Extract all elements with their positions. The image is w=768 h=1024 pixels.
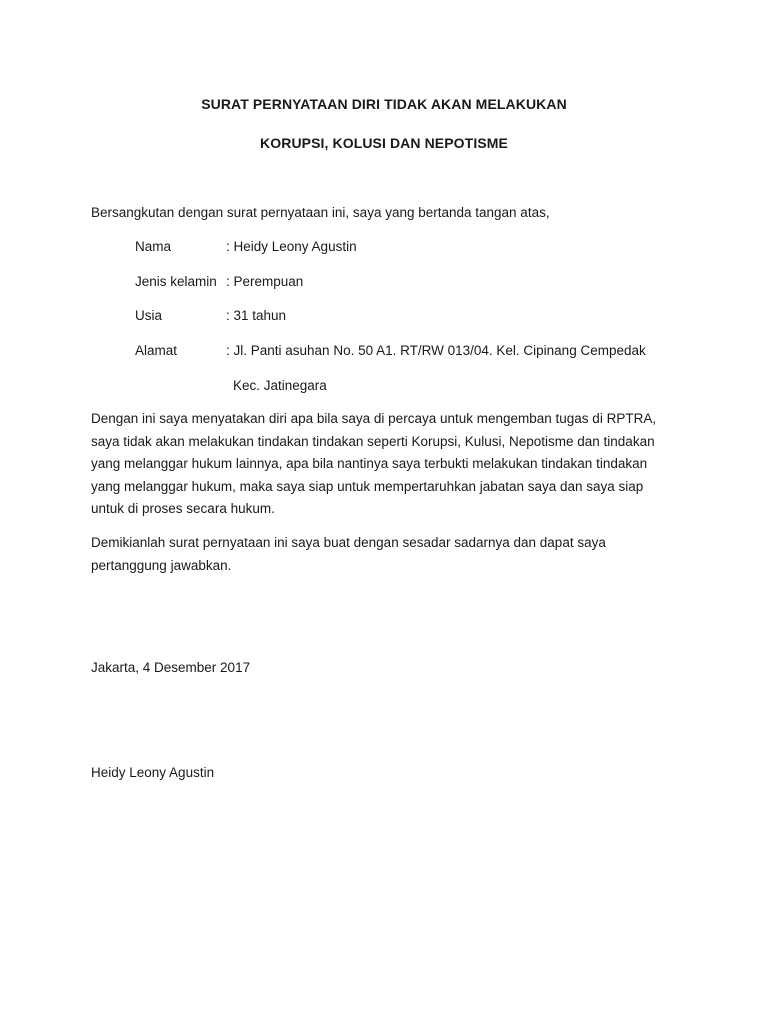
paragraph-line: pertanggung jawabkan.	[91, 557, 232, 573]
paragraph-line: Dengan ini saya menyatakan diri apa bila saya di percaya untuk mengemban tugas di RPTRA,	[91, 411, 657, 426]
address-continuation: Kec. Jatinegara	[233, 378, 327, 393]
signer-name: Heidy Leony Agustin	[91, 765, 215, 780]
place-date: Jakarta, 4 Desember 2017	[91, 660, 251, 675]
paragraph-line: untuk di proses secara hukum.	[91, 501, 275, 516]
statement-paragraph	[91, 408, 691, 521]
field-label-usia: Usia	[135, 308, 163, 323]
field-value-jenis-kelamin: : Perempuan	[226, 274, 304, 289]
field-value-alamat: : Jl. Panti asuhan No. 50 A1. RT/RW 013/04. Kel. Cipinang Cempedak	[226, 343, 646, 358]
document-title-line1: SURAT PERNYATAAN DIRI TIDAK AKAN MELAKUKAN	[201, 96, 567, 112]
paragraph-line: yang melanggar hukum lainnya, apa bila nantinya saya terbukti melakukan tindakan tindakan	[91, 456, 648, 471]
field-label-alamat: Alamat	[135, 343, 178, 358]
document-title-line2: KORUPSI, KOLUSI DAN NEPOTISME	[260, 135, 508, 151]
paragraph-line: Demikianlah surat pernyataan ini saya buat dengan sesadar sadarnya dan dapat saya	[91, 535, 606, 550]
field-label-jenis-kelamin: Jenis kelamin	[135, 274, 217, 289]
field-value-nama: : Heidy Leony Agustin	[226, 239, 357, 254]
paragraph-line: yang melanggar hukum, maka saya siap untuk mempertaruhkan jabatan saya dan saya siap	[91, 478, 644, 494]
closing-paragraph	[91, 532, 691, 577]
paragraph-line: saya tidak akan melakukan tindakan tindakan seperti Korupsi, Kulusi, Nepotisme dan tindakan	[91, 433, 655, 449]
field-value-usia: : 31 tahun	[226, 308, 287, 323]
field-label-nama: Nama	[135, 239, 172, 254]
intro-text: Bersangkutan dengan surat pernyataan ini, saya yang bertanda tangan atas,	[91, 205, 550, 220]
